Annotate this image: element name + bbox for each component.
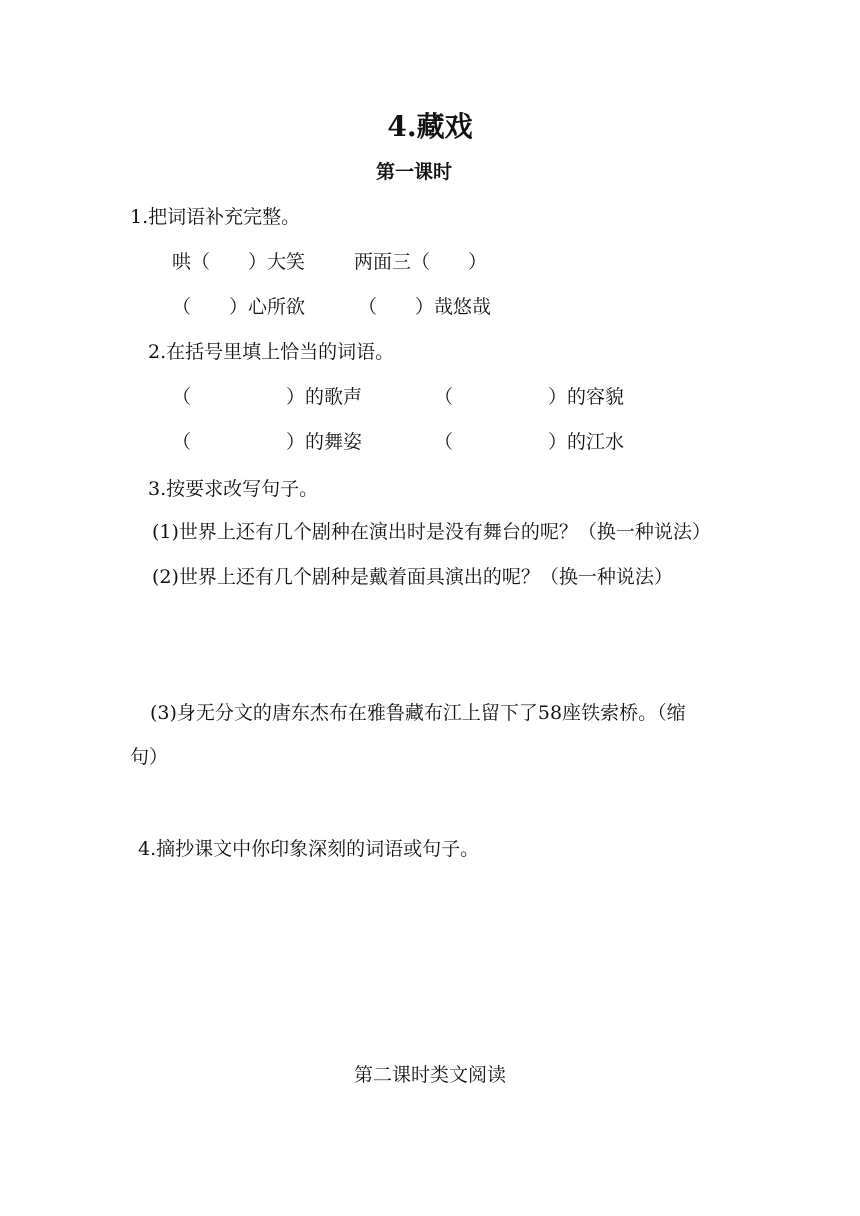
rewrite-item-2: (2)世界上还有几个剧种是戴着面具演出的呢？（换一种说法） xyxy=(152,566,673,588)
phrase-blank-3: （ ）的舞姿 xyxy=(172,431,363,453)
question-2-heading: 2.在括号里填上恰当的词语。 xyxy=(148,341,395,363)
phrase-blank-2: （ ）的容貌 xyxy=(434,386,625,408)
idiom-blank-4: （ ）哉悠哉 xyxy=(358,296,492,318)
question-3-heading: 3.按要求改写句子。 xyxy=(148,478,319,500)
phrase-blank-4: （ ）的江水 xyxy=(434,431,625,453)
phrase-blank-1: （ ）的歌声 xyxy=(172,386,363,408)
idiom-blank-1: 哄（ ）大笑 xyxy=(172,251,306,273)
idiom-blank-3: （ ）心所欲 xyxy=(172,296,306,318)
rewrite-item-3-line-2: 句） xyxy=(130,746,169,768)
page-title: 4.藏戏 xyxy=(387,110,473,143)
rewrite-item-3-line-1: (3)身无分文的唐东杰布在雅鲁藏布江上留下了58座铁索桥。（缩 xyxy=(150,702,686,724)
section-footer: 第二课时类文阅读 xyxy=(353,1064,506,1086)
question-4-heading: 4.摘抄课文中你印象深刻的词语或句子。 xyxy=(138,838,480,860)
rewrite-item-1: (1)世界上还有几个剧种在演出时是没有舞台的呢？（换一种说法） xyxy=(152,521,711,543)
idiom-blank-2: 两面三（ ） xyxy=(354,251,488,273)
lesson-subtitle: 第一课时 xyxy=(375,161,452,183)
question-1-heading: 1.把词语补充完整。 xyxy=(130,206,301,228)
